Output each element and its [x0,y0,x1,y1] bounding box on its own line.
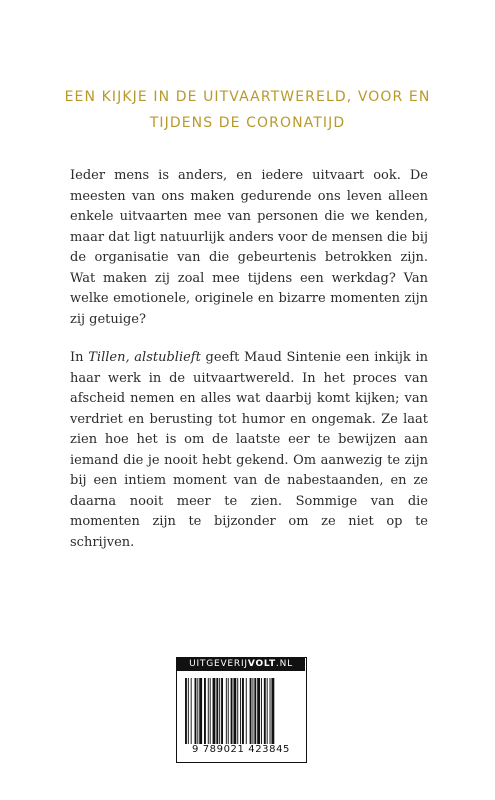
heading-line-2: TIJDENS DE CORONATIJD [149,115,346,131]
barcode-bar [270,678,271,744]
barcode-bar [240,678,241,744]
barcode-bar [242,678,244,744]
paragraph-2-prefix: In [70,350,89,365]
barcode-bar [204,678,206,744]
barcode-bar [261,678,262,744]
barcode-bar [185,678,187,744]
barcode-bar [191,678,192,744]
barcode-block [176,657,307,763]
barcode-bar [254,678,256,744]
barcode-bar [197,678,198,744]
barcode-bar [231,678,233,744]
publisher-label [177,658,305,671]
barcode-bar [267,678,268,744]
publisher-brand: VOLT [247,659,276,669]
heading-line-1: EEN KIJKJE IN DE UITVAARTWERELD, VOOR EN [64,89,431,105]
barcode-bar [216,678,218,744]
barcode-bar [264,678,266,744]
barcode-bar [257,678,260,744]
barcode-bars [185,678,297,744]
barcode-number: 9 789021 423845 [191,744,291,755]
barcode-bar [195,678,197,744]
publisher-prefix: UITGEVERIJ [189,659,248,669]
barcode-bar [213,678,216,744]
barcode-bar [226,678,227,744]
barcode-bar [228,678,229,744]
blurb-paragraph-2 [70,348,428,553]
blurb-paragraph-1: Ieder mens is anders, en iedere uitvaart ook. De meesten van ons maken gedurende ons leven alleen enkele uitvaarten mee van personen die we kenden, maar dat ligt natuurlijk anders voor de mensen die bij de organisatie van die gebeurtenis betrokken zijn. Wat maken zij zoal mee tijdens een werkdag? Van welke emotionele, originele en bizarre momenten zijn zij getuige? [70,168,428,327]
barcode-bar [233,678,236,744]
barcode-bar [221,678,223,744]
barcode-bar [199,678,202,744]
barcode-bar [188,678,189,744]
barcode-bar [246,678,247,744]
barcode-bar [219,678,220,744]
paragraph-2-rest: geeft Maud Sintenie een inkijk in haar werk in de uitvaartwereld. In het proces van afscheid nemen en alles wat daarbij komt kijken; van verdriet en berusting tot humor en ongemak. Ze laat zien hoe het is om de laatste eer te bewijzen aan iemand die je nooit hebt gekend. Om aanwezig te zijn bij een intiem moment van de nabestaanden, en ze daarna nooit meer te zien. Sommige van die momenten zijn te bijzonder om ze niet op te schrijven. [70,350,428,550]
cover-heading [40,84,455,136]
barcode-bar [210,678,211,744]
barcode-bar [237,678,238,744]
blurb [70,166,428,571]
barcode-bar [250,678,252,744]
publisher-suffix: .NL [275,659,293,669]
barcode-bar [208,678,209,744]
book-title: Tillen, alstublieft [88,350,201,365]
barcode-bar [252,678,253,744]
barcode-bar [271,678,274,744]
